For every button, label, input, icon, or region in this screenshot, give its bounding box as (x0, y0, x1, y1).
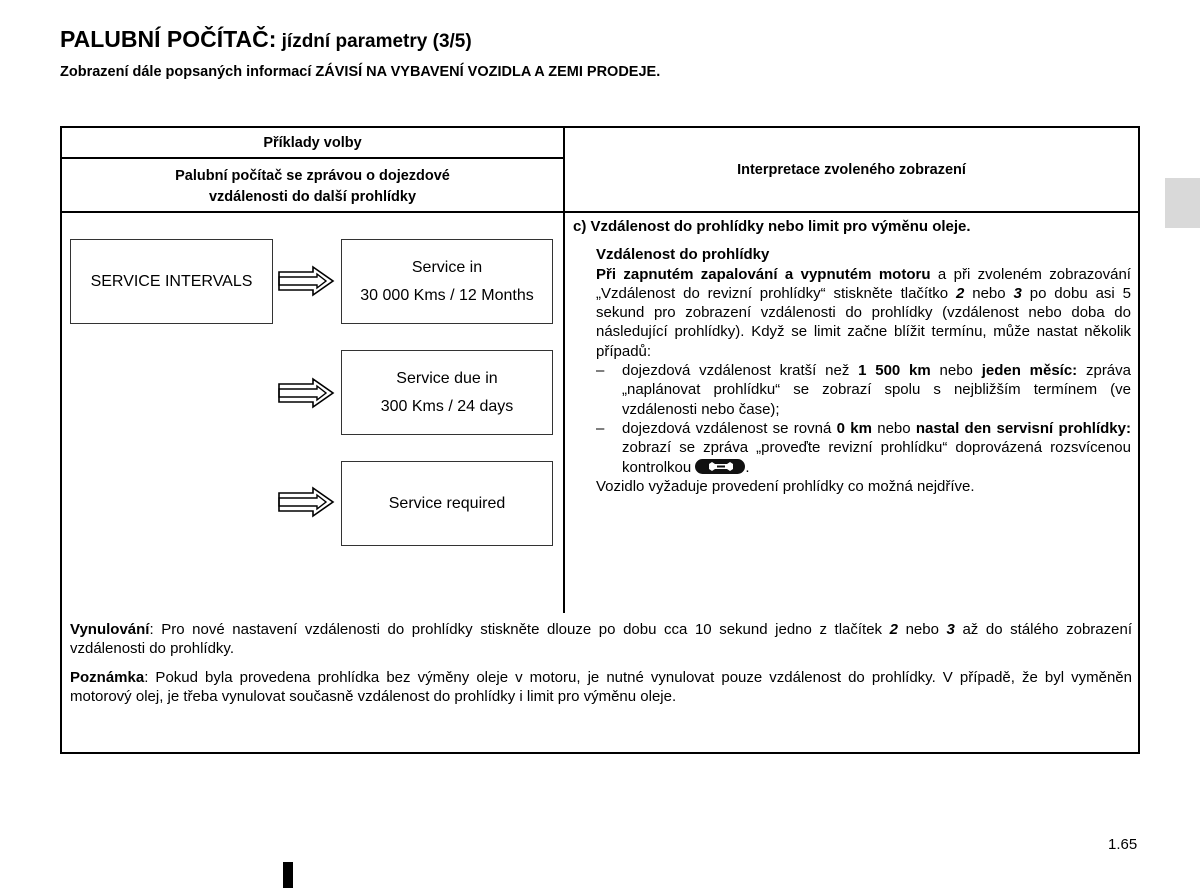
section-tab-marker (1165, 178, 1200, 228)
col1-header-main (62, 166, 563, 208)
service-due-screen (341, 350, 553, 435)
table-row-divider-top (60, 157, 564, 159)
page-subtitle: Zobrazení dále popsaných informací ZÁVISÍ NA VYBAVENÍ VOZIDLA A ZEMI PRODEJE. (60, 64, 661, 80)
service-in-screen (341, 239, 553, 324)
wrench-warning-light-icon (695, 459, 745, 474)
notes-section (70, 620, 1132, 715)
col1-header-line2: vzdálenosti do další prohlídky (208, 189, 417, 205)
service-required-line1: Service required (388, 494, 506, 512)
service-due-line1: Service due in (396, 369, 498, 387)
service-intervals-menu-screen (70, 239, 273, 324)
page-number: 1.65 (1108, 836, 1138, 853)
interpretation-body (596, 245, 1131, 496)
menu-label: SERVICE INTERVALS (90, 272, 253, 290)
title-main: PALUBNÍ POČÍTAČ: (60, 26, 277, 52)
reset-note: Vynulování: Pro nové nastavení vzdálenosti do prohlídky stiskněte dlouze po dobu cca 10 sekund jedno z tlačítek 2 nebo 3 až do stálého zobrazení vzdálenosti do prohlídky. (70, 621, 1132, 658)
service-in-line2: 30 000 Kms / 12 Months (360, 286, 534, 304)
double-arrow-icon (277, 486, 335, 518)
list-item: – dojezdová vzdálenost se rovná 0 km nebo nastal den servisní prohlídky: zobrazí se zpráva „proveďte revizní prohlídku“ doprovázená rozsvícenou kontrolkou . (596, 419, 1131, 476)
double-arrow-icon (277, 377, 335, 409)
col2-header: Interpretace zvoleného zobrazení (737, 162, 966, 178)
interpretation-closing: Vozidlo vyžaduje provedení prohlídky co možná nejdříve. (596, 477, 975, 495)
table-column-divider (563, 126, 565, 613)
interpretation-paragraph: Při zapnutém zapalování a vypnutém motoru a při zvoleném zobrazování „Vzdálenost do revizní prohlídky“ stiskněte tlačítko 2 nebo 3 po dobu asi 5 sekund pro zobrazení vzdálenosti do prohlídky (vzdálenost nebo doba do následující prohlídky). Když se limit začne blížit termínu, může nastat několik případů: (596, 265, 1131, 360)
interpretation-heading: Vzdálenost do prohlídky (596, 246, 770, 264)
table-row-divider-header (60, 211, 1140, 213)
list-item: – dojezdová vzdálenost kratší než 1 500 km nebo jeden měsíc: zpráva „naplánovat prohlídku“ se zobrazí spolu s nejbližším termínem (ve vzdálenosti nebo čase); (596, 362, 1131, 418)
remark-note: Poznámka: Pokud byla provedena prohlídka bez výměny oleje v motoru, je nutné vynulovat pouze vzdálenost do prohlídky. V případě, že byl vyměněn motorový olej, je třeba vynulovat současně vzdálenost do prohlídky i limit pro výměnu oleje. (70, 668, 1132, 705)
double-arrow-icon (277, 265, 335, 297)
page-title (60, 18, 472, 55)
title-sub: jízdní parametry (3/5) (276, 31, 472, 52)
service-in-line1: Service in (411, 258, 483, 276)
col1-header-top: Příklady volby (263, 135, 362, 151)
interpretation-title: c) Vzdálenost do prohlídky nebo limit pro výměnu oleje. (573, 218, 971, 235)
col1-header-line1: Palubní počítač se zprávou o dojezdové (175, 168, 450, 184)
service-required-screen (341, 461, 553, 546)
interpretation-text (573, 217, 1131, 496)
crop-mark (283, 862, 293, 888)
service-due-line2: 300 Kms / 24 days (380, 397, 514, 415)
